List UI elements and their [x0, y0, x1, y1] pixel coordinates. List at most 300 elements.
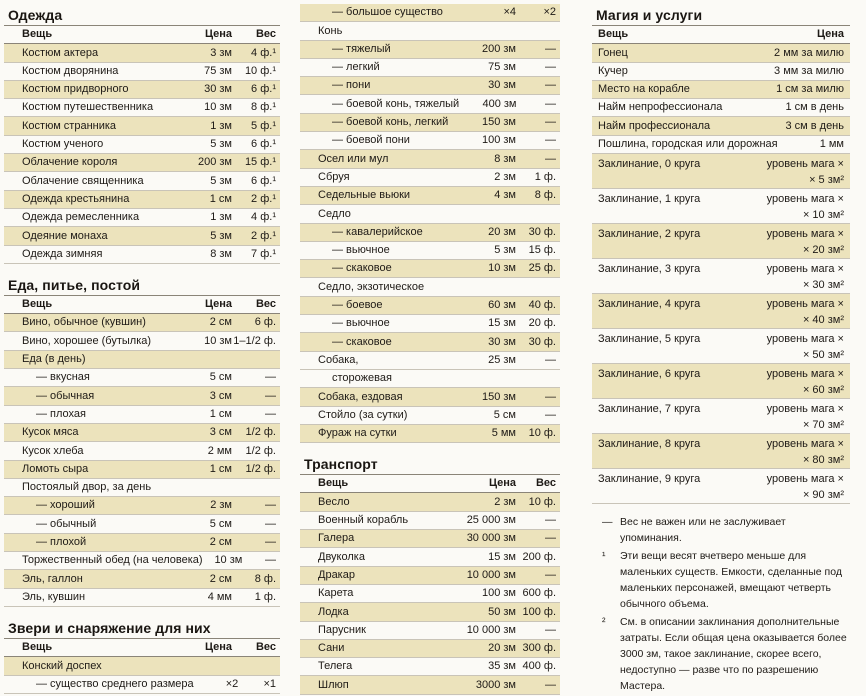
item-weight: 6 ф.¹ [251, 174, 276, 187]
item-price: 30 зм [488, 79, 516, 92]
footnote-text: См. в описании заклинания дополнительные затраты. Если общая цена оказывается более 3000 зм, такое заклинание, скорее всего, недоступно — разве что по разрешению Мастера. [620, 616, 847, 693]
header-price: Цена [204, 298, 232, 311]
price-line-2: × 5 зм² [809, 174, 844, 187]
item-name: Заклинание, 1 круга [598, 193, 701, 206]
item-price: 10 зм [488, 262, 516, 275]
price-line-2: × 60 зм² [802, 384, 844, 397]
item-weight: 300 ф. [522, 642, 556, 655]
item-name: Стойло (за сутки) [318, 408, 408, 421]
table-row [300, 370, 560, 388]
table-row [4, 136, 280, 154]
table-row [4, 570, 280, 588]
item-name: Кучер [598, 64, 628, 77]
table-row [300, 658, 560, 676]
table-row [4, 387, 280, 405]
item-weight: — [545, 61, 556, 74]
price-line-2: × 80 зм² [802, 454, 844, 467]
item-name: Двуколка [318, 550, 365, 563]
item-weight: — [545, 152, 556, 165]
item-weight: — [545, 678, 556, 691]
item-weight: — [545, 97, 556, 110]
item-name: Облачение священника [22, 174, 144, 187]
item-price [728, 399, 850, 433]
item-price: ×2 [225, 677, 239, 690]
item-name: Торжественный обед (на человека) [22, 554, 203, 567]
item-name: Костюм ученого [22, 138, 104, 151]
item-price: 25 зм [488, 353, 516, 366]
item-weight: 8 ф. [254, 572, 276, 585]
item-weight: — [545, 42, 556, 55]
item-name: Одежда ремесленника [22, 211, 140, 224]
item-price: 30 зм [488, 335, 516, 348]
table-header [592, 26, 850, 44]
item-price: 1 см за милю [776, 83, 844, 96]
item-weight: 600 ф. [522, 587, 556, 600]
item-name: Лодка [318, 605, 349, 618]
item-name: Дракар [318, 568, 355, 581]
item-price: 150 зм [481, 390, 516, 403]
item-name: Место на корабле [598, 83, 690, 96]
table-row [4, 552, 280, 570]
item-name: Телега [318, 660, 353, 673]
item-price: 75 зм [488, 61, 516, 74]
item-name: Сбруя [318, 170, 350, 183]
price-line-1: уровень мага × [766, 473, 844, 486]
price-line-2: × 40 зм² [802, 314, 844, 327]
item-price: 2 зм [494, 495, 516, 508]
header-item: Вещь [22, 298, 53, 311]
table-row [300, 530, 560, 548]
item-name: Весло [318, 495, 350, 508]
item-price: 10 000 зм [466, 568, 516, 581]
price-line-2: × 30 зм² [802, 279, 844, 292]
table-row [300, 77, 560, 95]
table-row [300, 333, 560, 351]
item-price: 15 зм [488, 550, 516, 563]
footnote [598, 548, 850, 612]
header-item: Вещь [598, 28, 629, 41]
footnote-mark: — [602, 516, 613, 529]
table-row [300, 388, 560, 406]
item-price: 200 зм [481, 42, 516, 55]
table-row [300, 622, 560, 640]
price-line-1: уровень мага × [766, 403, 844, 416]
item-name: сторожевая [332, 372, 392, 385]
item-price: 15 зм [488, 317, 516, 330]
item-price: 5 зм [494, 244, 516, 257]
item-price: 100 зм [481, 587, 516, 600]
item-weight: 6 ф.¹ [251, 83, 276, 96]
table-row [300, 187, 560, 205]
item-price: 1 см [209, 407, 232, 420]
item-price [728, 364, 850, 398]
item-weight: 30 ф. [528, 225, 556, 238]
item-name: — хороший [36, 499, 95, 512]
table-row [592, 364, 850, 399]
item-price: 20 зм [488, 225, 516, 238]
item-weight: 2 ф.¹ [251, 192, 276, 205]
item-price: 10 000 зм [466, 623, 516, 636]
item-price: 30 000 зм [466, 532, 516, 545]
table-row [592, 259, 850, 294]
table-row [4, 81, 280, 99]
footnotes [592, 514, 850, 694]
table-row [4, 406, 280, 424]
item-weight: — [265, 536, 276, 549]
item-weight: 1 ф. [254, 590, 276, 603]
footnote-mark: ² [602, 616, 606, 629]
item-name: — легкий [332, 61, 380, 74]
price-line-2: × 20 зм² [802, 244, 844, 257]
item-price: 10 зм [204, 101, 232, 114]
item-weight: 8 ф. [534, 189, 556, 202]
table-row [300, 150, 560, 168]
footnote-text: Эти вещи весят вчетверо меньше для маленьких существ. Емкости, сделанные под маленьких персонажей, вмещают четверть обычного объема. [620, 550, 842, 611]
item-weight: 15 ф. [528, 244, 556, 257]
item-price: 4 зм [494, 189, 516, 202]
item-name: Конь [318, 24, 343, 37]
table-row [592, 117, 850, 135]
item-weight: — [545, 514, 556, 527]
table-row [4, 44, 280, 62]
item-name: — боевой конь, тяжелый [332, 97, 460, 110]
column-left [4, 4, 280, 694]
table-row [4, 369, 280, 387]
item-name: — боевое [332, 299, 383, 312]
item-price: ×4 [503, 6, 516, 19]
item-price: 5 мм [491, 427, 516, 440]
table-row [300, 132, 560, 150]
price-line-1: уровень мага × [766, 158, 844, 171]
table-row [300, 425, 560, 443]
table-row [4, 676, 280, 694]
item-weight: ×2 [543, 6, 556, 19]
item-price: 5 зм [210, 229, 232, 242]
item-name: Найм профессионала [598, 119, 711, 132]
item-name: — скаковое [332, 335, 392, 348]
price-line-2: × 70 зм² [802, 419, 844, 432]
table-row [4, 332, 280, 350]
table-row [300, 278, 560, 296]
table-row [4, 117, 280, 135]
item-weight: — [265, 499, 276, 512]
column-middle [300, 4, 560, 695]
item-name: Вино, хорошее (бутылка) [22, 334, 152, 347]
table-row [4, 314, 280, 332]
item-name: — вьючное [332, 244, 390, 257]
table-row [300, 205, 560, 223]
item-name: Заклинание, 3 круга [598, 263, 701, 276]
item-name: Заклинание, 0 круга [598, 158, 701, 171]
item-price: 75 зм [204, 64, 232, 77]
item-name: Постоялый двор, за день [22, 481, 152, 494]
header-weight: Вес [255, 298, 276, 311]
item-name: Галера [318, 532, 355, 545]
item-weight: 15 ф.¹ [244, 156, 276, 169]
item-weight: 1–1/2 ф. [233, 334, 276, 347]
table-row [300, 603, 560, 621]
item-name: Костюм дворянина [22, 64, 119, 77]
header-item: Вещь [318, 477, 349, 490]
item-name: Эль, кувшин [22, 590, 86, 603]
table-row [300, 242, 560, 260]
item-price: 3000 зм [475, 678, 516, 691]
table-row [4, 246, 280, 264]
table-row [4, 461, 280, 479]
item-name: Заклинание, 6 круга [598, 368, 701, 381]
footnote [598, 514, 850, 546]
item-weight: 7 ф.¹ [251, 247, 276, 260]
item-weight: 400 ф. [522, 660, 556, 673]
animals-title: Звери и снаряжение для них [4, 617, 280, 639]
table-row [592, 329, 850, 364]
item-weight: 4 ф.¹ [251, 46, 276, 59]
item-price: 4 мм [207, 590, 232, 603]
item-price [728, 434, 850, 468]
item-weight: 20 ф. [528, 317, 556, 330]
price-line-1: уровень мага × [766, 438, 844, 451]
table-row [300, 41, 560, 59]
item-name: — плохой [36, 536, 87, 549]
item-name: Карета [318, 587, 354, 600]
item-weight: 5 ф.¹ [251, 119, 276, 132]
footnote-text: Вес не важен или не заслуживает упоминания. [620, 516, 786, 545]
item-name: — кавалерийское [332, 225, 423, 238]
price-line-2: × 10 зм² [802, 209, 844, 222]
item-price: 2 зм [210, 499, 232, 512]
magic-title: Магия и услуги [592, 4, 850, 26]
item-weight: 2 ф.¹ [251, 229, 276, 242]
table-row [300, 352, 560, 370]
header-item: Вещь [22, 28, 53, 41]
item-name: Конский доспех [22, 659, 102, 672]
table-row [592, 469, 850, 504]
table-row [300, 22, 560, 40]
table-row [592, 189, 850, 224]
table-row [592, 399, 850, 434]
item-name: Заклинание, 8 круга [598, 438, 701, 451]
item-price: 10 зм [214, 554, 243, 567]
item-name: Костюм странника [22, 119, 117, 132]
item-name: Вино, обычное (кувшин) [22, 316, 146, 329]
item-name: — обычный [36, 517, 97, 530]
table-row [4, 497, 280, 515]
item-weight: 10 ф. [528, 427, 556, 440]
table-row [300, 114, 560, 132]
table-row [300, 407, 560, 425]
item-weight: — [545, 134, 556, 147]
table-row [300, 169, 560, 187]
item-weight: 100 ф. [522, 605, 556, 618]
item-weight: — [545, 390, 556, 403]
price-line-1: уровень мага × [766, 368, 844, 381]
item-name: Собака, ездовая [318, 390, 403, 403]
item-weight: — [545, 353, 556, 366]
item-weight: 1/2 ф. [245, 462, 276, 475]
item-weight: — [545, 116, 556, 129]
item-weight: 4 ф.¹ [251, 211, 276, 224]
item-price: 1 см [209, 192, 232, 205]
table-row [4, 657, 280, 675]
item-name: Заклинание, 7 круга [598, 403, 701, 416]
table-row [300, 315, 560, 333]
animals-table-continued [300, 4, 560, 443]
table-row [300, 59, 560, 77]
table-row [4, 63, 280, 81]
item-weight: 1/2 ф. [245, 426, 276, 439]
item-weight: — [265, 389, 276, 402]
item-price: 5 зм [210, 174, 232, 187]
table-row [300, 493, 560, 511]
item-price: 1 мм [819, 138, 844, 151]
item-price: 2 см [209, 316, 232, 329]
table-row [300, 676, 560, 694]
item-price: 30 зм [204, 83, 232, 96]
table-row [300, 640, 560, 658]
item-weight: 8 ф.¹ [251, 101, 276, 114]
item-name: — тяжелый [332, 42, 391, 55]
item-name: Седло [318, 207, 351, 220]
table-row [300, 4, 560, 22]
item-weight: 10 ф.¹ [244, 64, 276, 77]
item-name: — скаковое [332, 262, 392, 275]
header-weight: Вес [535, 477, 556, 490]
item-name: Фураж на сутки [318, 427, 397, 440]
table-row [300, 512, 560, 530]
item-price: 8 зм [210, 247, 232, 260]
item-price: 1 зм [210, 211, 232, 224]
item-weight: — [545, 532, 556, 545]
table-row [592, 44, 850, 62]
table-row [4, 172, 280, 190]
item-name: Одеяние монаха [22, 229, 108, 242]
table-row [4, 515, 280, 533]
table-row [4, 154, 280, 172]
item-price: 25 000 зм [466, 514, 516, 527]
price-line-1: уровень мага × [766, 263, 844, 276]
header-price: Цена [488, 477, 516, 490]
table-row [300, 260, 560, 278]
animals-table [4, 639, 280, 694]
item-weight: 40 ф. [528, 299, 556, 312]
table-row [592, 154, 850, 189]
item-price: 1 см [209, 462, 232, 475]
table-row [592, 224, 850, 259]
item-weight: ×1 [263, 677, 276, 690]
item-weight: — [265, 371, 276, 384]
table-header [4, 639, 280, 657]
item-name: Шлюп [318, 678, 349, 691]
table-row [4, 227, 280, 245]
item-name: — боевой пони [332, 134, 410, 147]
item-weight: 1/2 ф. [245, 444, 276, 457]
item-price: 200 зм [197, 156, 232, 169]
item-price: 1 зм [210, 119, 232, 132]
item-name: — обычная [36, 389, 95, 402]
clothing-table [4, 26, 280, 264]
item-price: 5 см [209, 371, 232, 384]
item-name: Военный корабль [318, 514, 409, 527]
table-row [592, 63, 850, 81]
table-row [300, 548, 560, 566]
item-weight: 6 ф.¹ [251, 138, 276, 151]
price-line-2: × 50 зм² [802, 349, 844, 362]
item-price [728, 259, 850, 293]
footnote-mark: ¹ [602, 550, 606, 563]
item-name: Кусок мяса [22, 426, 79, 439]
footnote [598, 614, 850, 694]
table-row [300, 224, 560, 242]
price-line-1: уровень мага × [766, 333, 844, 346]
item-name: — вкусная [36, 371, 90, 384]
price-line-1: уровень мага × [766, 193, 844, 206]
header-weight: Вес [255, 641, 276, 654]
item-price: 5 зм [210, 138, 232, 151]
item-name: Седло, экзотическое [318, 280, 425, 293]
item-price: 8 зм [494, 152, 516, 165]
item-name: Осел или мул [318, 152, 389, 165]
item-weight: 6 ф. [254, 316, 276, 329]
item-name: Костюм актера [22, 46, 99, 59]
item-price: 2 зм [494, 170, 516, 183]
item-weight: — [265, 554, 276, 567]
item-price: 2 мм за милю [774, 46, 844, 59]
item-price [728, 224, 850, 258]
item-price: 3 см [209, 426, 232, 439]
item-price [728, 329, 850, 363]
table-row [300, 297, 560, 315]
item-price: 3 зм [210, 46, 232, 59]
item-name: — боевой конь, легкий [332, 116, 449, 129]
item-weight: — [265, 407, 276, 420]
table-header [4, 296, 280, 314]
header-price: Цена [204, 28, 232, 41]
item-weight: — [545, 623, 556, 636]
item-weight: — [265, 517, 276, 530]
item-name: Облачение короля [22, 156, 118, 169]
item-price: 60 зм [488, 299, 516, 312]
item-name: Сани [318, 642, 345, 655]
item-name: Костюм путешественника [22, 101, 154, 114]
item-weight: 200 ф. [522, 550, 556, 563]
item-price [728, 294, 850, 328]
item-price: 150 зм [481, 116, 516, 129]
item-price: 10 зм [204, 334, 232, 347]
item-name: Заклинание, 2 круга [598, 228, 701, 241]
transport-table [300, 475, 560, 695]
item-price: 2 мм [207, 444, 232, 457]
item-name: Парусник [318, 623, 366, 636]
table-row [592, 136, 850, 154]
item-price: 1 см в день [785, 101, 844, 114]
item-price [728, 469, 850, 503]
header-price: Цена [816, 28, 844, 41]
item-name: — плохая [36, 407, 86, 420]
item-weight: 1 ф. [534, 170, 556, 183]
item-price: 20 зм [488, 642, 516, 655]
item-price: 5 см [493, 408, 516, 421]
item-price: 2 см [209, 572, 232, 585]
item-name: Кусок хлеба [22, 444, 84, 457]
item-name: — большое существо [332, 6, 443, 19]
header-weight: Вес [255, 28, 276, 41]
table-row [4, 442, 280, 460]
item-name: — пони [332, 79, 371, 92]
item-price: 35 зм [488, 660, 516, 673]
table-header [300, 475, 560, 493]
item-name: — вьючное [332, 317, 390, 330]
transport-title: Транспорт [300, 453, 560, 475]
